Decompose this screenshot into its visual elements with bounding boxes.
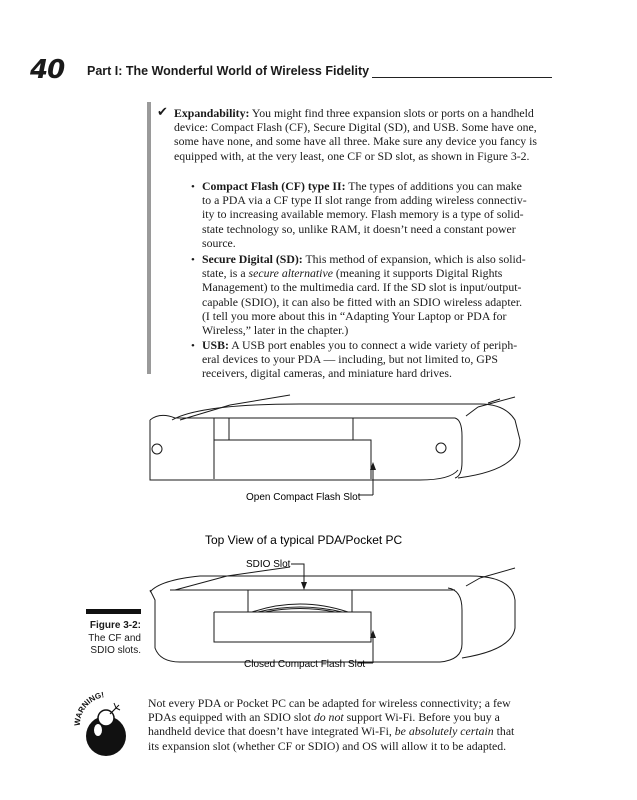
- bullet-line: state technology so, unlike RAM, it doesn’t need a constant power: [202, 221, 516, 236]
- bullet-dot: •: [191, 181, 195, 193]
- closed-slot-label: Closed Compact Flash Slot: [244, 659, 366, 670]
- checkmark-icon: ✔: [157, 105, 168, 120]
- warning-line: Not every PDA or Pocket PC can be adapted for wireless connectivity; a few: [148, 696, 511, 710]
- open-slot-label: Open Compact Flash Slot: [246, 492, 361, 503]
- warning-line: support Wi-Fi. Before you buy a: [343, 710, 500, 725]
- caption-number: Figure 3-2:: [89, 620, 141, 631]
- warning-emphasis: do not: [313, 710, 344, 725]
- expandability-term: Expandability:: [174, 106, 250, 120]
- pda-device-open: [150, 395, 520, 495]
- bullet-line: ity to increasing available memory. Flash memory is a type of solid-: [202, 207, 524, 222]
- caption-line: SDIO slots.: [90, 645, 141, 656]
- top-view-title: Top View of a typical PDA/Pocket PC: [205, 533, 403, 547]
- pda-device-closed: [150, 564, 515, 663]
- warning-line: handheld device that doesn’t have integrated Wi-Fi,: [148, 724, 395, 739]
- warning-line: that: [493, 724, 515, 739]
- bullet-line: A USB port enables you to connect a wide variety of periph-: [228, 338, 518, 352]
- bullet-line: (meaning it supports Digital Rights: [332, 266, 503, 281]
- bullet-line: eral devices to your PDA — including, but not limited to, GPS: [202, 352, 498, 367]
- warning-line: PDAs equipped with an SDIO slot: [148, 710, 314, 725]
- bullet-line: to a PDA via a CF type II slot range from adding wireless connectiv-: [202, 193, 527, 208]
- bullet-term: Secure Digital (SD):: [202, 252, 303, 266]
- bullet-dot: •: [191, 254, 195, 266]
- running-head: Part I: The Wonderful World of Wireless Fidelity: [87, 64, 370, 78]
- warning-emphasis: be absolutely certain: [394, 724, 494, 739]
- caption-bar: [86, 609, 141, 614]
- bullet-line: Management) to the multimedia card. If the SD slot is input/output-: [202, 280, 522, 295]
- bullet-line: receivers, digital cameras, and miniature hard drives.: [202, 366, 452, 381]
- bullet-term: USB:: [202, 338, 229, 352]
- expandability-text: You might find three expansion slots or ports on a handheld device: Compact Flash (CF), Secure Digital (SD), and USB. Some have one, some have none, and some have all three. Make sure any device you fancy is equipped with, at the very least, one CF or SD slot, as shown in Figure 3-2.: [174, 106, 537, 163]
- caption-line: The CF and: [88, 632, 141, 644]
- bullet-line: Wireless,” later in the chapter.): [202, 323, 349, 338]
- bullet-line: source.: [202, 235, 236, 250]
- warning-bomb-icon: [72, 690, 144, 762]
- bullet-line: The types of additions you can make: [345, 179, 522, 193]
- bullet-term: Compact Flash (CF) type II:: [202, 179, 346, 193]
- warning-icon-label: WARNING!: [72, 690, 105, 727]
- warning-paragraph: [148, 696, 562, 753]
- bullet-line: capable (SDIO), it can also be fitted with an SDIO wireless adapter.: [202, 294, 523, 309]
- figure-caption: [86, 620, 141, 658]
- bullet-emphasis: secure alternative: [248, 266, 333, 281]
- sdio-slot-label: SDIO Slot: [246, 559, 291, 570]
- arrow-head: [301, 582, 307, 590]
- bullet-line: state, is a: [202, 266, 249, 281]
- bullet-line: This method of expansion, which is also solid-: [302, 252, 526, 266]
- bullet-dot: •: [191, 340, 195, 352]
- bullet-line: (I tell you more about this in “Adapting Your Laptop or PDA for: [202, 308, 507, 323]
- warning-line: its expansion slot (whether CF or SDIO) and OS will allow it to be adapted.: [148, 738, 507, 753]
- page-number: 40: [30, 55, 65, 85]
